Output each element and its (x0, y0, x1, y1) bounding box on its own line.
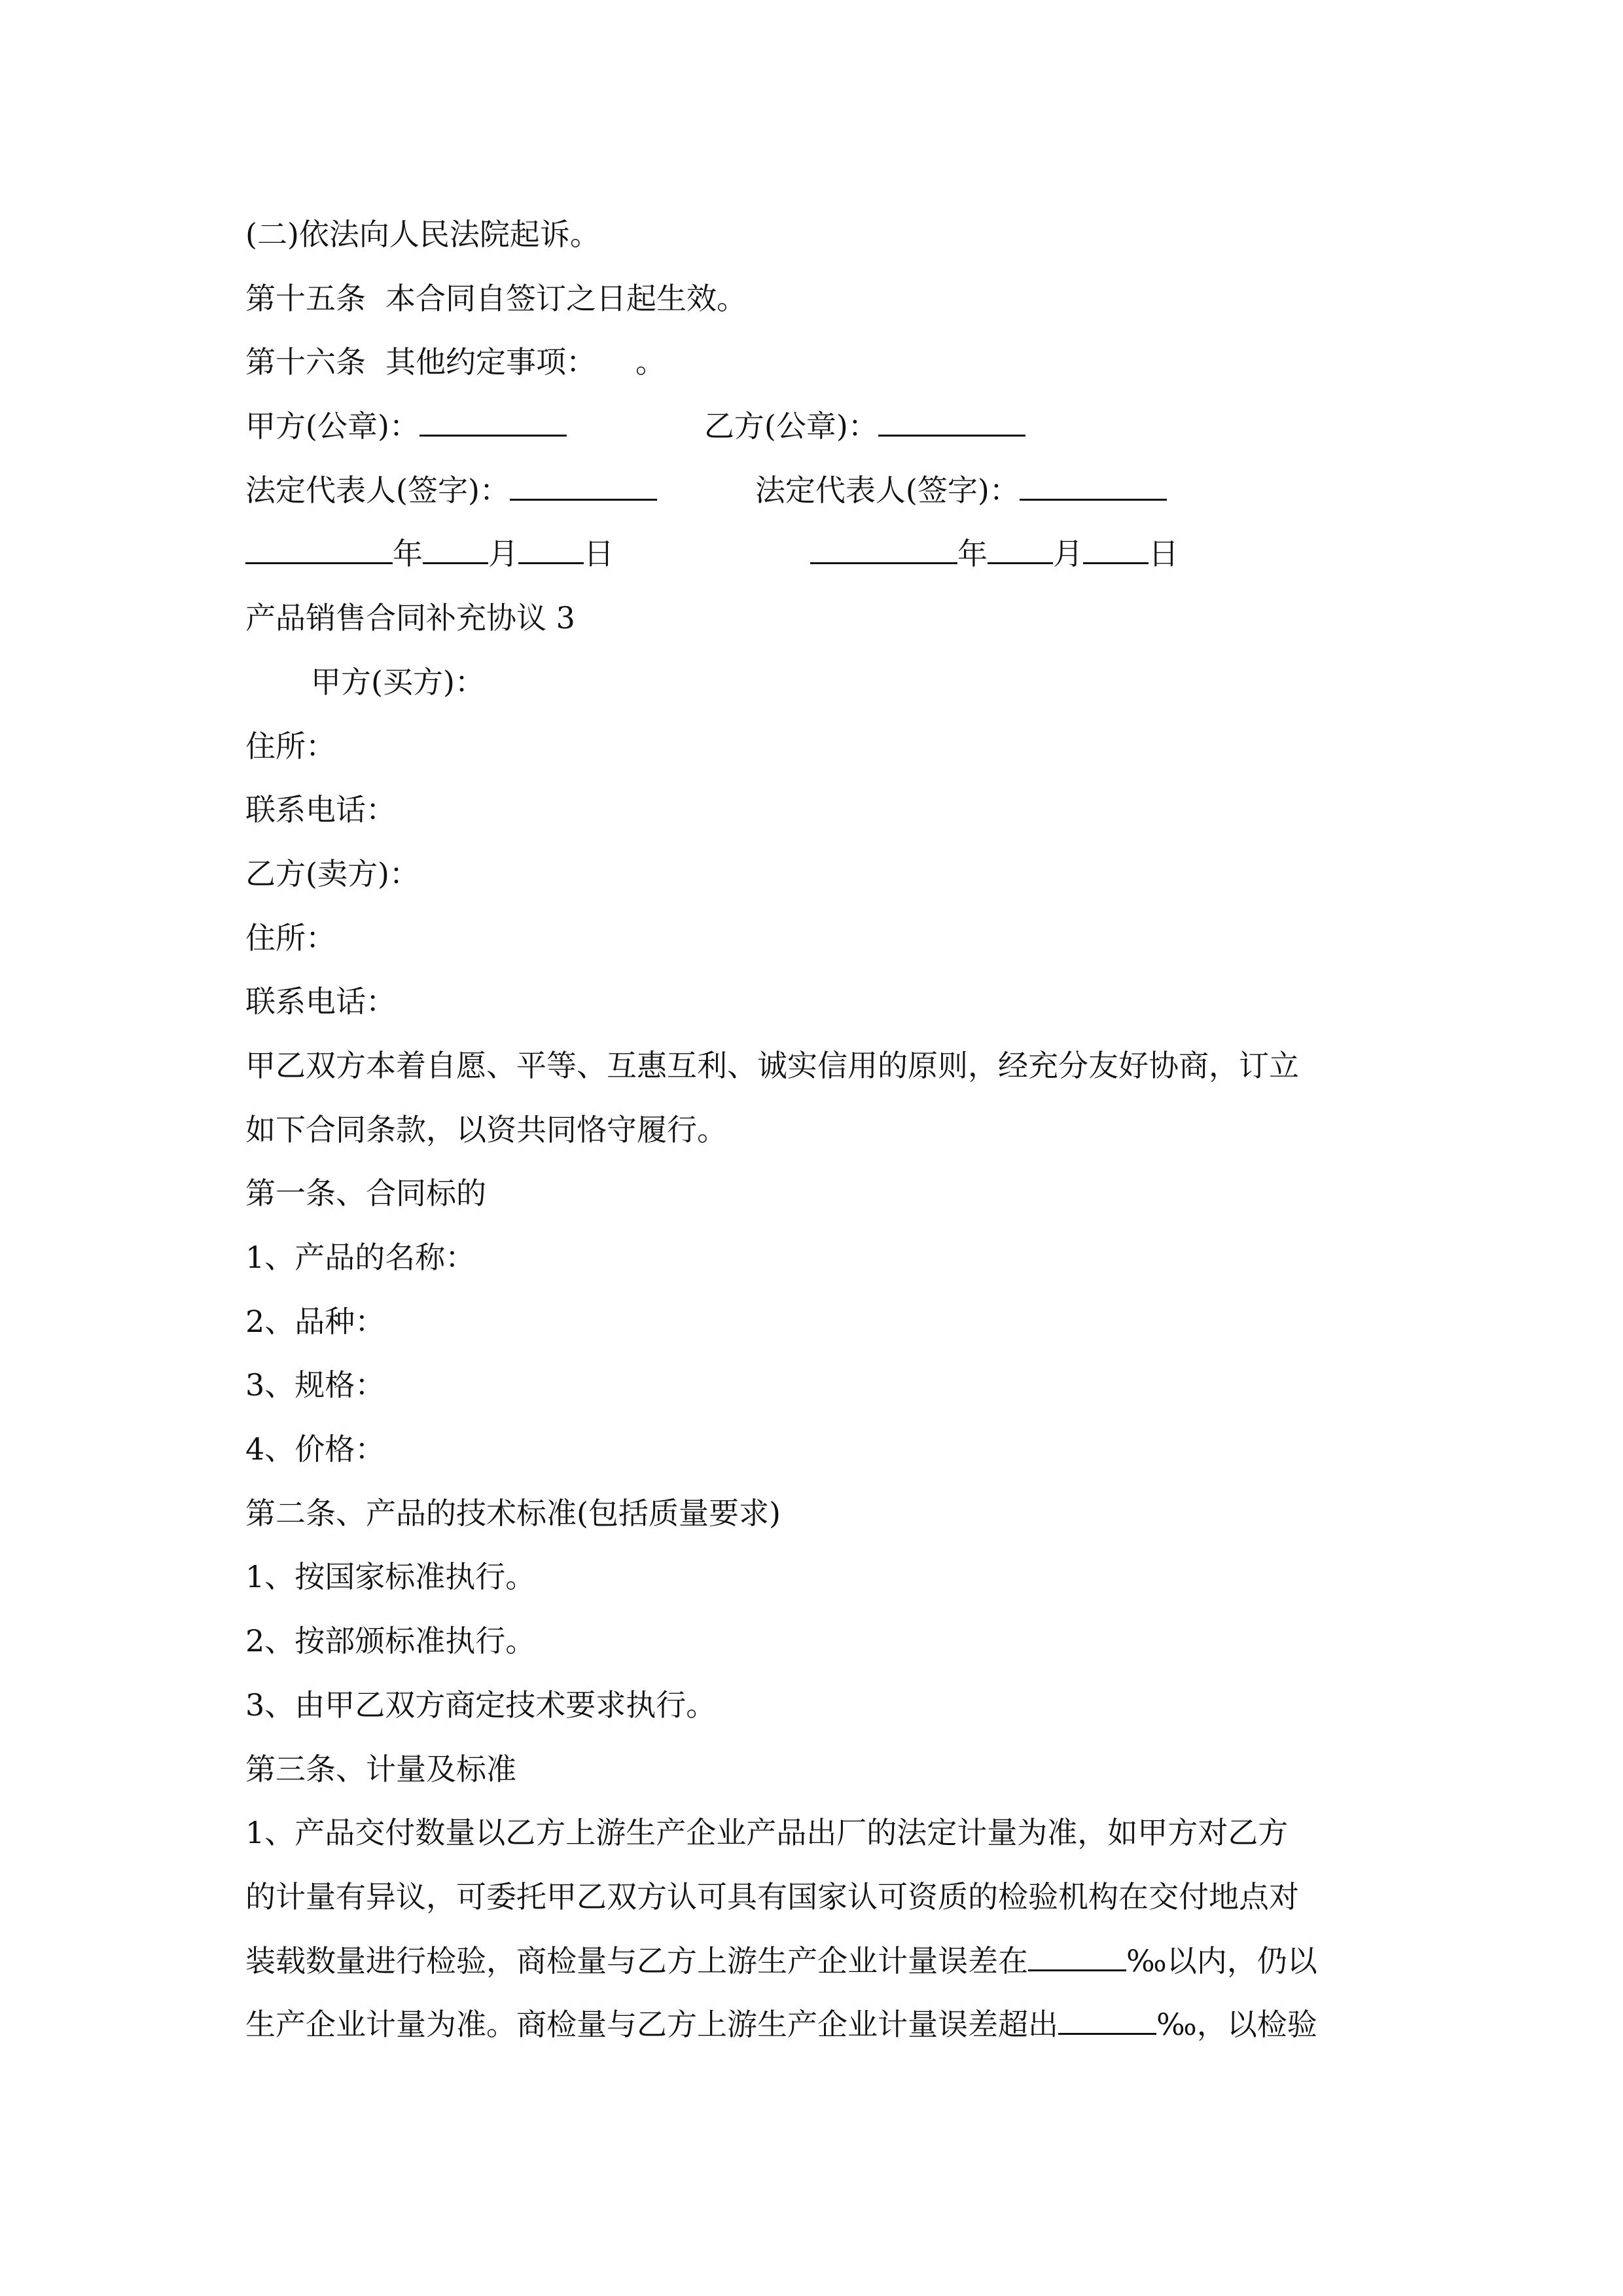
month-label: 月 (488, 536, 518, 572)
list-item-text: 3、规格： (245, 1367, 385, 1403)
party-a-month-blank (423, 534, 488, 565)
text-line (245, 1993, 1378, 2057)
party-a-seal-label: 甲方(公章)： (245, 408, 419, 444)
paragraph-text: ‰以内，仍以 (1126, 1943, 1317, 1979)
tolerance-blank (1028, 1941, 1126, 1971)
paragraph-text: 装载数量进行检验，商检量与乙方上游生产企业计量误差在 (245, 1943, 1028, 1979)
text-line (245, 1098, 1378, 1162)
text-line (245, 1929, 1378, 1994)
party-a-label: 甲方(买方)： (311, 664, 485, 700)
tolerance-exceed-blank (1058, 2005, 1156, 2036)
paragraph-text: 的计量有异议，可委托甲乙双方认可具有国家认可资质的检验机构在交付地点对 (245, 1878, 1299, 1914)
article-title: 第二条、产品的技术标准(包括质量要求) (245, 1495, 781, 1531)
text-line (245, 1865, 1378, 1929)
paragraph-text: 1、产品交付数量以乙方上游生产企业产品出厂的法定计量为准，如甲方对乙方 (245, 1815, 1289, 1851)
paragraph-text: 生产企业计量为准。商检量与乙方上游生产企业计量误差超出 (245, 2007, 1058, 2043)
text-line (245, 906, 1378, 971)
list-item-text: 4、价格： (245, 1431, 385, 1467)
text-line (245, 331, 1378, 395)
party-b-seal-blank (878, 406, 1026, 437)
signature-line-representative (245, 459, 1378, 523)
phone-label: 联系电话： (245, 984, 396, 1020)
party-a-representative-label: 法定代表人(签字)： (245, 472, 510, 508)
text-line (245, 842, 1378, 906)
list-item (245, 1226, 1378, 1290)
list-item (245, 1418, 1378, 1482)
list-item-text: 1、产品的名称： (245, 1240, 476, 1275)
article-heading (245, 1162, 1378, 1226)
party-b-month-blank (988, 534, 1053, 565)
article-number: 第十五条 (245, 280, 366, 316)
text-line (245, 267, 1378, 331)
article-title: 第三条、计量及标准 (245, 1751, 516, 1787)
article-heading (245, 1482, 1378, 1546)
party-a-year-blank (245, 534, 393, 565)
paragraph-text: ‰，以检验 (1156, 2007, 1317, 2043)
year-label: 年 (957, 536, 988, 572)
list-item-text: 2、品种： (245, 1303, 385, 1339)
text-line (245, 778, 1378, 842)
party-a-seal-blank (419, 406, 567, 437)
party-a-representative-blank (510, 470, 657, 501)
party-a-day-blank (518, 534, 584, 565)
clause-text: 。 (635, 344, 666, 380)
text-line (245, 651, 1378, 715)
list-item (245, 1674, 1378, 1738)
phone-label: 联系电话： (245, 792, 396, 828)
month-label: 月 (1053, 536, 1083, 572)
signature-line-seal (245, 395, 1378, 459)
party-b-seal-label: 乙方(公章)： (704, 408, 878, 444)
text-line (245, 1801, 1378, 1865)
paragraph-text: 如下合同条款，以资共同恪守履行。 (245, 1111, 727, 1147)
date-line (245, 522, 1378, 586)
paragraph-text: 甲乙双方本着自愿、平等、互惠互利、诚实信用的原则，经充分友好协商，订立 (245, 1047, 1299, 1083)
list-item (245, 1290, 1378, 1354)
agreement-title: 产品销售合同补充协议 3 (245, 600, 575, 636)
clause-text: (二)依法向人民法院起诉。 (245, 217, 600, 252)
text-line (245, 203, 1378, 267)
party-b-label: 乙方(卖方)： (245, 855, 419, 891)
party-b-year-blank (810, 534, 957, 565)
list-item-text: 3、由甲乙双方商定技术要求执行。 (245, 1687, 717, 1723)
text-line (245, 1034, 1378, 1098)
day-label: 日 (584, 536, 614, 572)
party-b-day-blank (1083, 534, 1149, 565)
day-label: 日 (1149, 536, 1179, 572)
party-b-representative-blank (1020, 470, 1167, 501)
document-body (245, 203, 1378, 2057)
article-title: 第一条、合同标的 (245, 1175, 486, 1211)
list-item (245, 1609, 1378, 1674)
list-item (245, 1545, 1378, 1609)
list-item-text: 2、按部颁标准执行。 (245, 1623, 536, 1659)
article-number: 第十六条 (245, 344, 366, 380)
text-line (245, 970, 1378, 1034)
list-item (245, 1354, 1378, 1418)
address-label: 住所： (245, 728, 336, 764)
clause-text: 其他约定事项： (385, 344, 596, 380)
article-heading (245, 1738, 1378, 1802)
party-b-representative-label: 法定代表人(签字)： (755, 472, 1020, 508)
address-label: 住所： (245, 920, 336, 956)
text-line (245, 715, 1378, 779)
clause-text: 本合同自签订之日起生效。 (385, 280, 747, 316)
list-item-text: 1、按国家标准执行。 (245, 1559, 536, 1595)
section-heading (245, 586, 1378, 651)
year-label: 年 (393, 536, 423, 572)
